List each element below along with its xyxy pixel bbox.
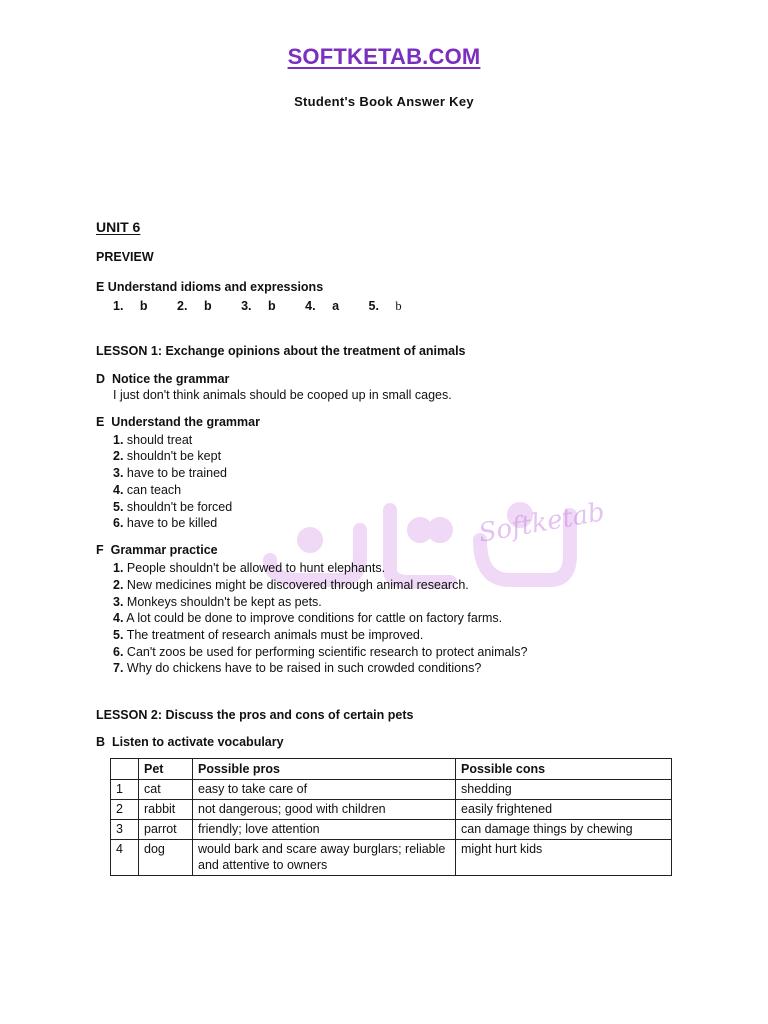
list-item: 4. can teach — [113, 483, 182, 497]
table-cell: 1 — [111, 780, 139, 800]
table-cell: 2 — [111, 800, 139, 820]
col-header-cons: Possible cons — [456, 759, 672, 780]
table-row — [111, 800, 672, 820]
list-item: 1. People shouldn't be allowed to hunt elephants. — [113, 561, 386, 575]
table-header-row — [111, 759, 672, 780]
answer-item: 4. a — [305, 299, 340, 313]
preview-heading: PREVIEW — [96, 250, 154, 264]
col-header-number — [111, 759, 139, 780]
pets-pros-cons-table — [110, 758, 672, 876]
table-cell: not dangerous; good with children — [193, 800, 456, 820]
list-item: 1. should treat — [113, 433, 193, 447]
list-item: 2. New medicines might be discovered through animal research. — [113, 578, 469, 592]
answer-item: 5. b — [368, 299, 402, 313]
section-e-idioms-heading: E Understand idioms and expressions — [96, 280, 324, 294]
list-item: 7. Why do chickens have to be raised in such crowded conditions? — [113, 661, 482, 675]
list-item: 5. shouldn't be forced — [113, 500, 233, 514]
table-row — [111, 840, 672, 876]
table-cell: 4 — [111, 840, 139, 876]
table-cell: can damage things by chewing — [456, 820, 672, 840]
list-item: 4. A lot could be done to improve conditions for cattle on factory farms. — [113, 611, 503, 625]
table-row — [111, 820, 672, 840]
site-brand-link[interactable]: SOFTKETAB.COM — [287, 44, 481, 69]
table-cell: shedding — [456, 780, 672, 800]
list-item: 3. Monkeys shouldn't be kept as pets. — [113, 595, 322, 609]
answer-item: 2. b — [177, 299, 212, 313]
list-item: 2. shouldn't be kept — [113, 449, 222, 463]
lesson2-b-heading: B Listen to activate vocabulary — [96, 735, 284, 749]
answer-item: 1. b — [113, 299, 148, 313]
lesson1-d-heading: D Notice the grammar — [96, 372, 230, 386]
table-cell: dog — [139, 840, 193, 876]
lesson1-f-heading: F Grammar practice — [96, 543, 218, 557]
list-item: 5. The treatment of research animals must be improved. — [113, 628, 424, 642]
lesson1-heading: LESSON 1: Exchange opinions about the treatment of animals — [96, 344, 466, 358]
table-cell: easy to take care of — [193, 780, 456, 800]
watermark-latin-text: Softketab — [476, 497, 607, 549]
unit-title: UNIT 6 — [96, 219, 141, 235]
col-header-pros: Possible pros — [193, 759, 456, 780]
answer-item: 3. b — [241, 299, 276, 313]
table-row — [111, 780, 672, 800]
table-cell: easily frightened — [456, 800, 672, 820]
notice-grammar-text: I just don't think animals should be cooped up in small cages. — [113, 388, 452, 402]
table-cell: friendly; love attention — [193, 820, 456, 840]
lesson1-e-heading: E Understand the grammar — [96, 415, 260, 429]
lesson2-heading: LESSON 2: Discuss the pros and cons of certain pets — [96, 708, 414, 722]
table-cell: might hurt kids — [456, 840, 672, 876]
table-cell: 3 — [111, 820, 139, 840]
table-cell: parrot — [139, 820, 193, 840]
col-header-pet: Pet — [139, 759, 193, 780]
table-cell: would bark and scare away burglars; reliable and attentive to owners — [193, 840, 456, 876]
list-item: 3. have to be trained — [113, 466, 227, 480]
document-subtitle: Student's Book Answer Key — [294, 94, 474, 109]
list-item: 6. have to be killed — [113, 516, 218, 530]
list-item: 6. Can't zoos be used for performing scientific research to protect animals? — [113, 645, 528, 659]
table-cell: rabbit — [139, 800, 193, 820]
idioms-answers — [113, 299, 428, 314]
table-cell: cat — [139, 780, 193, 800]
